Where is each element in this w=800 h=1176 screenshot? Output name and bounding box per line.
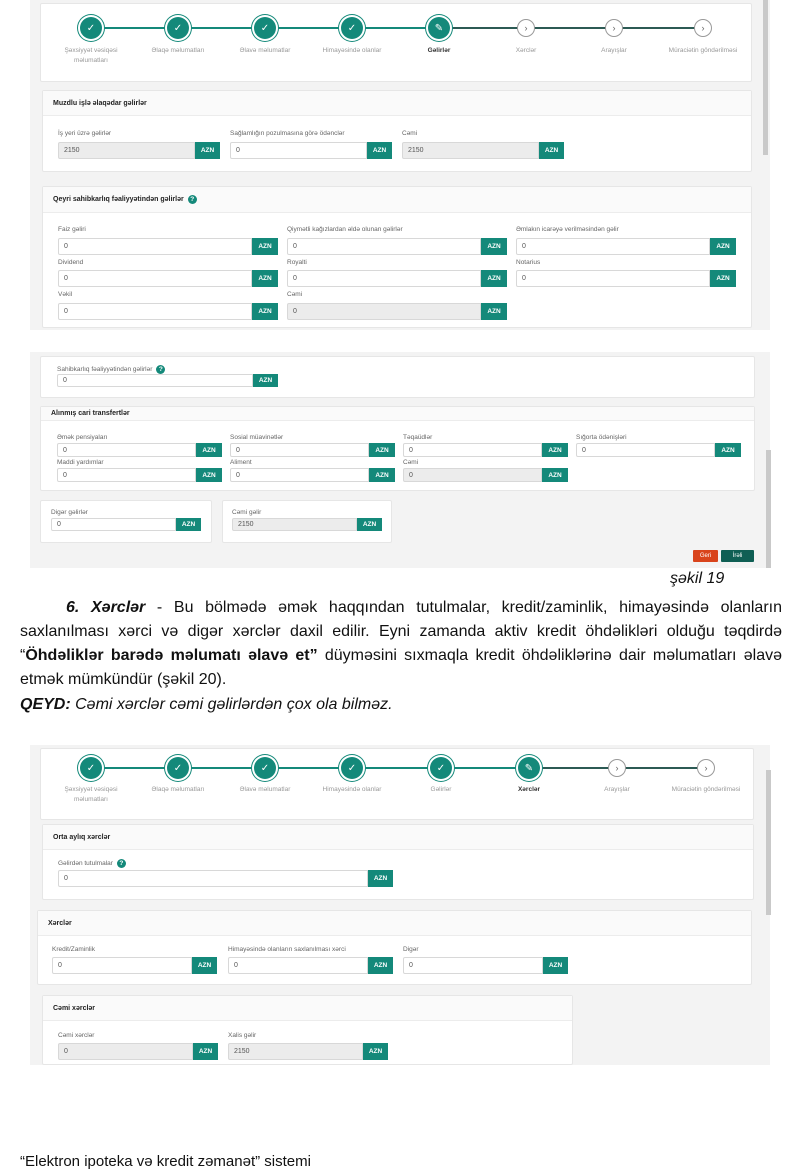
field-label: Digər gəlirlər <box>51 509 88 516</box>
step-connector <box>91 767 178 769</box>
amount-input[interactable]: 0 <box>516 238 710 255</box>
currency-addon: AZN <box>176 518 201 531</box>
step-connector <box>614 27 703 29</box>
amount-input: 2150 <box>58 142 195 159</box>
currency-addon: AZN <box>195 142 220 159</box>
field-label: Royalti <box>287 259 307 266</box>
stepper <box>40 748 754 820</box>
text-block <box>20 596 782 716</box>
step-label[interactable]: Gəlirlər <box>430 786 452 793</box>
field-label: Notarius <box>516 259 541 266</box>
step-check-icon[interactable]: ✓ <box>254 757 276 779</box>
step-check-icon[interactable]: ✓ <box>167 757 189 779</box>
paragraph-text: - Bu bölmədə əmək haqqından tutulmalar, kredit/zaminlik, himayəsində olanların saxlanılması xərci və digər xərclər daxil edilir. Eyni zamanda aktiv kredit öhdəlikləri olduğu təqdirdə “ <box>20 599 782 664</box>
step-chevron-icon[interactable]: › <box>697 759 715 777</box>
field-label: Maddi yardımlar <box>57 459 104 466</box>
currency-addon: AZN <box>710 270 736 287</box>
currency-addon: AZN <box>357 518 382 531</box>
help-icon[interactable]: ? <box>117 859 126 868</box>
currency-addon: AZN <box>367 142 392 159</box>
amount-input[interactable]: 0 <box>58 238 252 255</box>
field-label: Gəlirdən tutulmalar ? <box>58 859 126 868</box>
scrollbar[interactable] <box>766 450 771 568</box>
step-check-icon[interactable]: ✓ <box>254 17 276 39</box>
step-chevron-icon[interactable]: › <box>694 19 712 37</box>
stepper <box>40 3 752 82</box>
panel-header <box>43 825 753 850</box>
step-connector <box>617 767 706 769</box>
amount-input[interactable]: 0 <box>230 468 369 482</box>
panel-header <box>43 996 572 1021</box>
form-panel <box>42 824 754 900</box>
paragraph-text: düyməsini sıxmaqla kredit öhdəliklərinə dair məlumatları əlavə etmək mümkündür (şəkil 20). <box>20 647 783 688</box>
step-label[interactable]: Himayəsində olanlar <box>322 786 382 793</box>
next-button[interactable]: İrəli <box>721 550 754 562</box>
field-label: Aliment <box>230 459 252 466</box>
step-label[interactable]: Arayışlar <box>604 786 630 793</box>
step-label[interactable]: Himayəsində olanlar <box>322 47 382 54</box>
step-check-icon[interactable]: ✓ <box>80 17 102 39</box>
step-label[interactable]: Əlaqə məlumatları <box>151 47 205 54</box>
panel-header <box>43 187 751 213</box>
panel-header <box>38 911 751 936</box>
step-connector <box>352 27 439 29</box>
currency-addon: AZN <box>252 270 278 287</box>
field-label: Cəmi <box>287 291 303 298</box>
page-footer: “Elektron ipoteka və kredit zəmanət” sistemi <box>20 1153 311 1170</box>
note-text: Cəmi xərclər cəmi gəlirlərdən çox ola bilməz. <box>70 696 393 713</box>
help-icon[interactable]: ? <box>156 365 165 374</box>
panel-title: Xərclər <box>48 919 72 927</box>
step-label[interactable]: Şəxsiyyət vəsiqəsi məlumatları <box>64 786 118 803</box>
field-label: Təqaüdlər <box>403 434 433 441</box>
currency-addon: AZN <box>252 238 278 255</box>
amount-input[interactable]: 0 <box>287 270 481 287</box>
amount-input[interactable]: 0 <box>576 443 715 457</box>
currency-addon: AZN <box>368 870 393 887</box>
amount-input: 0 <box>58 1043 193 1060</box>
step-label[interactable]: Şəxsiyyət vəsiqəsi məlumatları <box>64 47 118 64</box>
step-connector <box>441 767 529 769</box>
note <box>20 694 782 716</box>
panel-header <box>41 407 754 421</box>
note-label: QEYD: <box>20 696 71 713</box>
step-label[interactable]: Xərclər <box>515 47 537 54</box>
field-label: Faiz gəliri <box>58 226 86 233</box>
currency-addon: AZN <box>539 142 564 159</box>
amount-input: 2150 <box>232 518 357 531</box>
field-label: Qiymətli kağızlardan əldə olunan gəlirlər <box>287 226 403 233</box>
scrollbar[interactable] <box>763 0 768 155</box>
panel-title: Muzdlu işlə əlaqədar gəlirlər <box>53 99 147 107</box>
step-check-icon[interactable]: ✓ <box>341 17 363 39</box>
help-icon[interactable]: ? <box>188 195 197 204</box>
amount-input[interactable]: 0 <box>51 518 176 531</box>
currency-addon: AZN <box>192 957 217 974</box>
scrollbar[interactable] <box>766 770 771 915</box>
step-connector <box>178 27 265 29</box>
step-label[interactable]: Müraciətin göndərilməsi <box>671 786 741 793</box>
step-chevron-icon[interactable]: › <box>605 19 623 37</box>
section-heading: 6. Xərclər <box>66 599 146 616</box>
amount-input[interactable]: 0 <box>230 142 367 159</box>
step-check-icon[interactable]: ✓ <box>341 757 363 779</box>
currency-addon: AZN <box>710 238 736 255</box>
step-connector <box>352 767 441 769</box>
amount-input[interactable]: 0 <box>58 303 252 320</box>
amount-input[interactable]: 0 <box>403 443 542 457</box>
amount-input[interactable]: 0 <box>57 443 196 457</box>
panel-title: Orta aylıq xərclər <box>53 833 111 841</box>
field-label: Digər <box>403 946 419 953</box>
amount-input[interactable]: 0 <box>57 468 196 482</box>
field-label: Xalis gəlir <box>228 1032 257 1039</box>
step-connector <box>265 767 352 769</box>
step-label[interactable]: Xərclər <box>517 786 541 793</box>
field-label: Cəmi xərclər <box>58 1032 95 1039</box>
figure-caption: şəkil 19 <box>670 570 725 587</box>
paragraph-bold: Öhdəliklər barədə məlumatı əlavə et” <box>25 647 318 664</box>
step-label[interactable]: Əlavə məlumatlar <box>239 47 291 54</box>
currency-addon: AZN <box>252 303 278 320</box>
field-label: Əmək pensiyaları <box>57 434 108 441</box>
field-label: Cəmi gəlir <box>232 509 262 516</box>
currency-addon: AZN <box>253 374 278 387</box>
step-check-icon[interactable]: ✓ <box>430 757 452 779</box>
step-label[interactable]: Gəlirlər <box>427 47 451 54</box>
currency-addon: AZN <box>369 468 395 482</box>
field-label: Kredit/Zaminlik <box>52 946 95 953</box>
field-label: Vəkil <box>58 291 73 298</box>
currency-addon: AZN <box>196 443 222 457</box>
currency-addon: AZN <box>363 1043 388 1060</box>
step-chevron-icon[interactable]: › <box>608 759 626 777</box>
currency-addon: AZN <box>193 1043 218 1060</box>
step-check-icon[interactable]: ✓ <box>80 757 102 779</box>
panel-title: Qeyri sahibkarlıq fəaliyyətindən gəlirlər <box>53 196 184 203</box>
panel-title: Alınmış cari transfertlər <box>51 410 130 417</box>
field-label: Dividend <box>58 259 84 266</box>
currency-addon: AZN <box>481 238 507 255</box>
section-paragraph <box>20 596 782 692</box>
field-label: Sağlamlığın pozulmasına görə ödənclər <box>230 130 345 137</box>
currency-addon: AZN <box>543 957 568 974</box>
step-label[interactable]: Əlavə məlumatlar <box>239 786 291 793</box>
back-button[interactable]: Geri <box>693 550 718 562</box>
step-edit-icon[interactable]: ✎ <box>518 757 540 779</box>
step-label[interactable]: Əlaqə məlumatları <box>151 786 205 793</box>
field-label: Əmlakın icarəyə verilməsindən gəlir <box>516 226 619 233</box>
amount-input[interactable]: 0 <box>57 374 253 387</box>
step-label[interactable]: Müraciətin göndərilməsi <box>668 47 738 54</box>
amount-input: 0 <box>287 303 481 320</box>
step-connector <box>91 27 178 29</box>
field-label: Cəmi <box>403 459 419 466</box>
step-connector <box>439 27 526 29</box>
currency-addon: AZN <box>369 443 395 457</box>
amount-input[interactable]: 0 <box>287 238 481 255</box>
currency-addon: AZN <box>715 443 741 457</box>
field-label: Sığorta ödənişləri <box>576 434 627 441</box>
currency-addon: AZN <box>542 468 568 482</box>
field-label: İş yeri üzrə gəlirlər <box>58 130 112 137</box>
amount-input[interactable]: 0 <box>58 870 368 887</box>
step-connector <box>526 27 614 29</box>
panel-title: Cəmi xərclər <box>53 1004 96 1012</box>
currency-addon: AZN <box>368 957 393 974</box>
amount-input[interactable]: 0 <box>516 270 710 287</box>
currency-addon: AZN <box>481 270 507 287</box>
field-label: Himayəsində olanların saxlanılması xərci <box>228 946 346 953</box>
amount-input: 0 <box>403 468 542 482</box>
step-connector <box>265 27 352 29</box>
amount-input: 2150 <box>228 1043 363 1060</box>
form-panel <box>42 90 752 172</box>
step-label[interactable]: Arayışlar <box>601 47 627 54</box>
amount-input[interactable]: 0 <box>228 957 368 974</box>
currency-addon: AZN <box>542 443 568 457</box>
currency-addon: AZN <box>196 468 222 482</box>
currency-addon: AZN <box>481 303 507 320</box>
step-connector <box>529 767 617 769</box>
field-label: Sahibkarlıq fəaliyyətindən gəlirlər ? <box>57 365 165 374</box>
amount-input: 2150 <box>402 142 539 159</box>
step-connector <box>178 767 265 769</box>
amount-input[interactable]: 0 <box>230 443 369 457</box>
amount-input[interactable]: 0 <box>403 957 543 974</box>
amount-input[interactable]: 0 <box>52 957 192 974</box>
step-edit-icon[interactable]: ✎ <box>428 17 450 39</box>
panel-header <box>43 91 751 116</box>
step-chevron-icon[interactable]: › <box>517 19 535 37</box>
amount-input[interactable]: 0 <box>58 270 252 287</box>
step-check-icon[interactable]: ✓ <box>167 17 189 39</box>
field-label: Cəmi <box>402 130 418 137</box>
field-label: Sosial müavinətlər <box>230 434 284 441</box>
